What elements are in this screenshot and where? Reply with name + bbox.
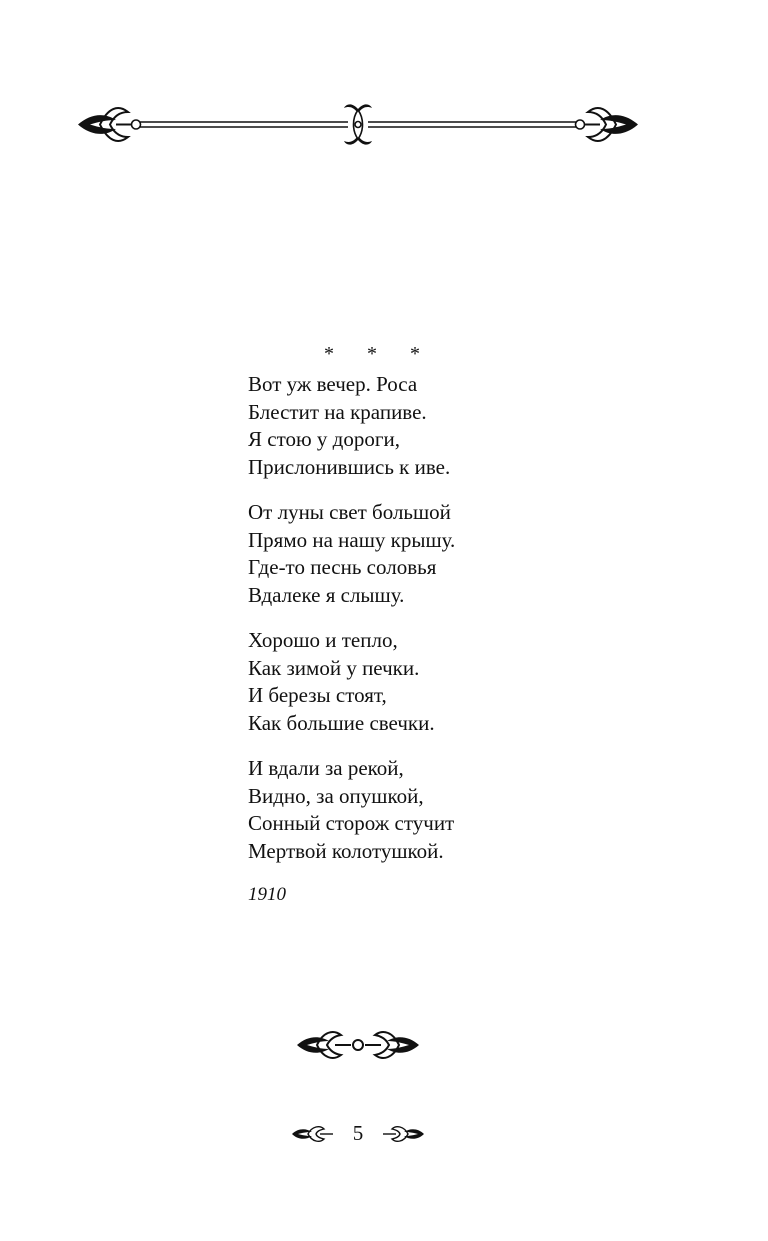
stanza [248,627,668,737]
poem [248,337,668,907]
stanza [248,371,668,481]
poem-asterisks: * * * [324,343,434,365]
left-footer-flourish-icon [290,1124,334,1144]
right-footer-flourish-icon [382,1124,426,1144]
poem-line: Как большие свечки. [248,710,435,735]
page-number: 5 [352,1121,364,1145]
poem-line: Видно, за опушкой, [248,783,424,808]
end-flourish-ornament-icon [295,1026,421,1064]
poem-line: Прислонившись к иве. [248,454,451,479]
poem-date: 1910 [248,884,286,905]
poem-line: И березы стоят, [248,683,387,707]
poem-line: Я стою у дороги, [248,427,400,451]
poem-line: И вдали за рекой, [248,756,404,780]
poem-line: Хорошо и тепло, [248,628,398,652]
stanza [248,755,668,865]
page-footer [290,1118,426,1148]
stanza [248,499,668,609]
poem-line: От луны свет большой [248,500,451,524]
poem-line: Вот уж вечер. Роса [248,372,418,396]
poem-line: Как зимой у печки. [248,655,420,680]
poem-line: Мертвой колотушкой. [248,838,444,863]
top-divider-ornament-icon [76,100,640,150]
poem-line: Вдалеке я слышу. [248,582,405,607]
poem-line: Блестит на крапиве. [248,399,427,424]
poem-line: Прямо на нашу крышу. [248,527,456,552]
poem-line: Где-то песнь соловья [248,555,437,579]
poem-line: Сонный сторож стучит [248,811,455,835]
